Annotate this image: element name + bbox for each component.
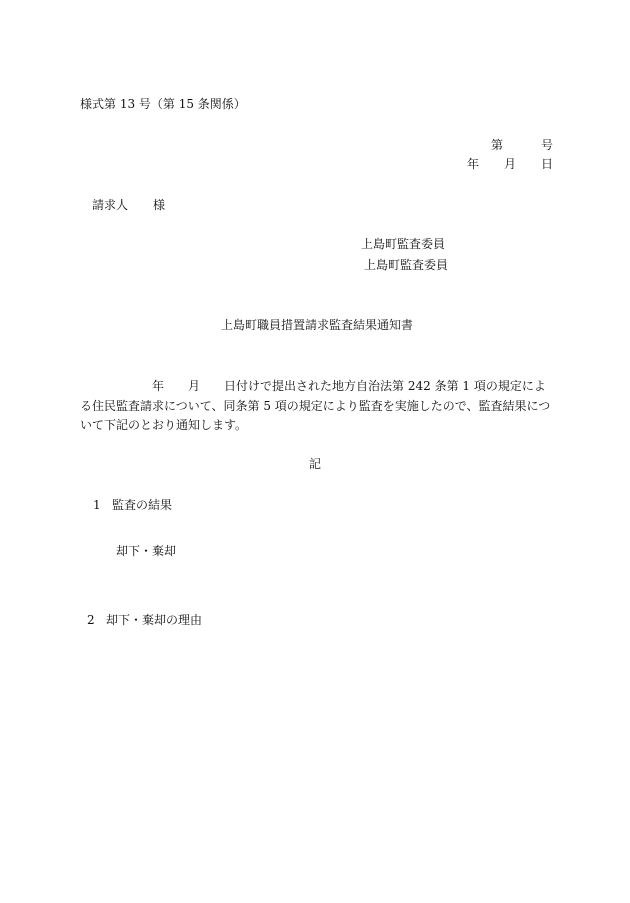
body-paragraph bbox=[80, 377, 554, 436]
body-year: 年 bbox=[152, 379, 165, 393]
addressee-honorific: 様 bbox=[153, 198, 166, 212]
item-number: 1 bbox=[93, 498, 101, 512]
body-month: 月 bbox=[188, 379, 201, 393]
sender-line: 上島町監査委員 bbox=[364, 258, 449, 272]
document-title: 上島町職員措置請求監査結果通知書 bbox=[220, 318, 413, 332]
item-label: 監査の結果 bbox=[112, 498, 173, 512]
item-label: 却下・棄却の理由 bbox=[106, 613, 203, 627]
doc-number-suffix: 号 bbox=[541, 138, 554, 152]
body-text: 日付けで提出された地方自治法第 242 条第 1 項の規定による住民監査請求について、同条第 5 項の規定により監査を実施したので、監査結果について下記のとおり通知します。 bbox=[80, 379, 551, 432]
sender-line: 上島町監査委員 bbox=[361, 237, 446, 251]
item-value: 却下・棄却 bbox=[116, 544, 177, 558]
doc-number-label: 第 bbox=[491, 138, 504, 152]
item-number: 2 bbox=[87, 613, 95, 627]
addressee-name: 請求人 bbox=[92, 198, 129, 212]
date-day: 日 bbox=[541, 157, 554, 171]
date-month: 月 bbox=[504, 157, 517, 171]
form-number: 様式第 13 号（第 15 条関係） bbox=[80, 97, 246, 111]
date-year: 年 bbox=[467, 157, 480, 171]
ki-heading: 記 bbox=[308, 457, 321, 471]
